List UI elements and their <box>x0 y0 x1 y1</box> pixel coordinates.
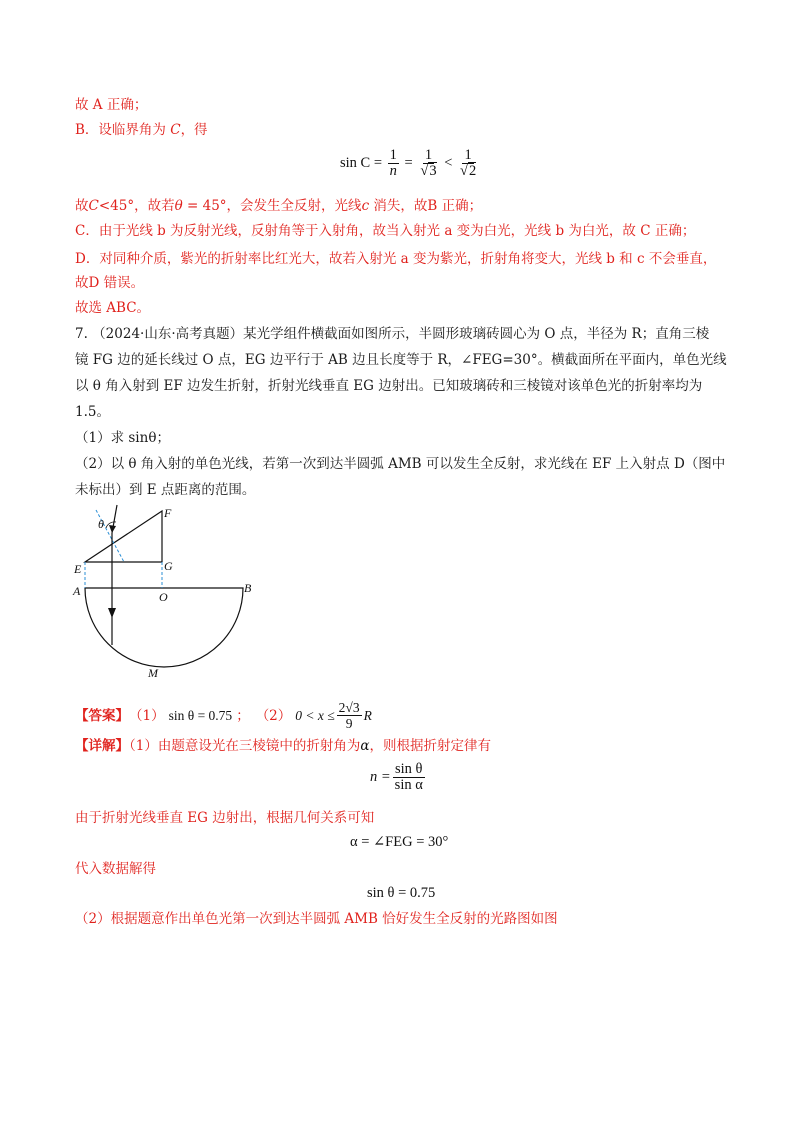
den: n <box>389 163 397 179</box>
text: <45°，故若 <box>98 198 175 214</box>
prism-triangle <box>85 511 162 562</box>
radicand: 3 <box>429 163 437 179</box>
lhs: n = <box>370 769 391 785</box>
line-c-correct: C．由于光线 b 为反射光线，反射角等于入射角，故当入射光 a 变为白光，光线 b 为白光，故 C 正确； <box>75 223 696 239</box>
var-theta: θ <box>174 198 183 214</box>
label-a: A <box>73 584 81 598</box>
label-b: B <box>244 581 252 595</box>
answer-tag: 【答案】 <box>75 707 129 724</box>
text: 消失，故B 正确； <box>369 198 483 214</box>
line-a-correct: 故 A 正确； <box>75 97 148 113</box>
optics-figure <box>60 500 280 685</box>
question-line-3: 以 θ 角入射到 EF 边发生折射，折射光线垂直 EG 边射出。已知玻璃砖和三棱镜对该单色光的折射率均为 <box>75 378 703 394</box>
formula-sin-c <box>340 148 480 179</box>
question-line-2: 镜 FG 边的延长线过 O 点，EG 边平行于 AB 边且长度等于 R，∠FEG=30°。横截面所在平面内，单色光线 <box>75 352 727 368</box>
var-alpha: α <box>360 738 370 754</box>
explain-line-1 <box>75 737 491 755</box>
var-c: C <box>88 198 99 214</box>
less-than: < <box>444 154 453 171</box>
fraction-1-over-sqrt2 <box>458 148 478 179</box>
answer-line <box>75 700 372 731</box>
var-c2: c <box>361 198 370 214</box>
question-line-1: 7. （2024·山东·高考真题）某光学组件横截面如图所示，半圆形玻璃砖圆心为 O 点，半径为 R；直角三棱 <box>75 326 710 342</box>
question-part-1: （1）求 sinθ； <box>75 430 170 446</box>
line-b-critical-angle <box>75 121 208 139</box>
line-total-reflection <box>75 197 482 215</box>
text: B．设临界角为 <box>75 122 171 138</box>
answer-sin-theta: sin θ = 0.75 <box>168 707 233 723</box>
radicand: 2 <box>468 163 477 179</box>
num: 1 <box>389 147 397 163</box>
range-left: 0 < x ≤ <box>295 707 335 723</box>
text: = 45°，会发生全反射，光线 <box>182 198 362 214</box>
sqrt-sign: √ <box>460 163 468 179</box>
var-c: C <box>170 122 181 138</box>
explain-line-2: 由于折射光线垂直 EG 边射出，根据几何关系可知 <box>75 810 375 826</box>
question-line-4: 1.5。 <box>75 404 110 420</box>
question-part-2: （2）以 θ 角入射的单色光线，若第一次到达半圆弧 AMB 可以发生全反射，求光线在 EF 上入射点 D（图中 <box>75 456 726 472</box>
arrow-head <box>109 525 116 533</box>
num: 1 <box>424 147 433 163</box>
label-f: F <box>164 506 172 520</box>
line-d-wrong: 故D 错误。 <box>75 275 145 291</box>
den: 9 <box>345 716 353 731</box>
explain-line-3: 代入数据解得 <box>75 861 156 877</box>
formula-alpha: α = ∠FEG = 30° <box>350 834 449 850</box>
answer-part-1-label: （1） <box>129 707 165 724</box>
answer-separator: ； <box>236 707 250 724</box>
line-choose-abc: 故选 ABC。 <box>75 300 151 316</box>
question-part-2-cont: 未标出）到 E 点距离的范围。 <box>75 482 256 498</box>
fraction-1-over-n <box>388 148 399 179</box>
formula-lhs: sin C = <box>340 154 383 171</box>
sqrt-sign: √ <box>420 163 429 179</box>
range-fraction <box>337 700 362 731</box>
label-theta: θ <box>98 517 104 531</box>
text: ，则根据折射定律有 <box>369 738 491 754</box>
answer-range <box>295 700 372 731</box>
den: sin α <box>394 777 423 793</box>
equals: = <box>404 154 413 171</box>
line-d-purple: D．对同种介质，紫光的折射率比红光大，故若入射光 a 变为紫光，折射角将变大，光线 b 和 c 不会垂直， <box>75 251 717 267</box>
fraction-sin-ratio <box>393 762 425 793</box>
formula-sin-theta: sin θ = 0.75 <box>367 885 436 901</box>
text: ，得 <box>180 122 208 138</box>
num: 1 <box>464 147 472 163</box>
label-e: E <box>74 562 82 576</box>
text: 故 <box>75 198 89 214</box>
text: （1）由题意设光在三棱镜中的折射角为 <box>129 738 361 754</box>
num: sin θ <box>395 761 423 777</box>
fraction-1-over-sqrt3 <box>418 148 438 179</box>
explain-tag: 【详解】 <box>75 738 129 754</box>
label-m: M <box>148 666 158 680</box>
explain-line-4: （2）根据题意作出单色光第一次到达半圆弧 AMB 恰好发生全反射的光路图如图 <box>75 911 558 927</box>
num: 2√3 <box>338 700 360 715</box>
label-g: G <box>164 559 173 573</box>
arrow-head <box>108 608 116 618</box>
range-r: R <box>363 707 372 723</box>
label-o: O <box>159 590 168 604</box>
answer-part-2-label: （2） <box>255 707 292 724</box>
formula-n <box>370 762 427 793</box>
